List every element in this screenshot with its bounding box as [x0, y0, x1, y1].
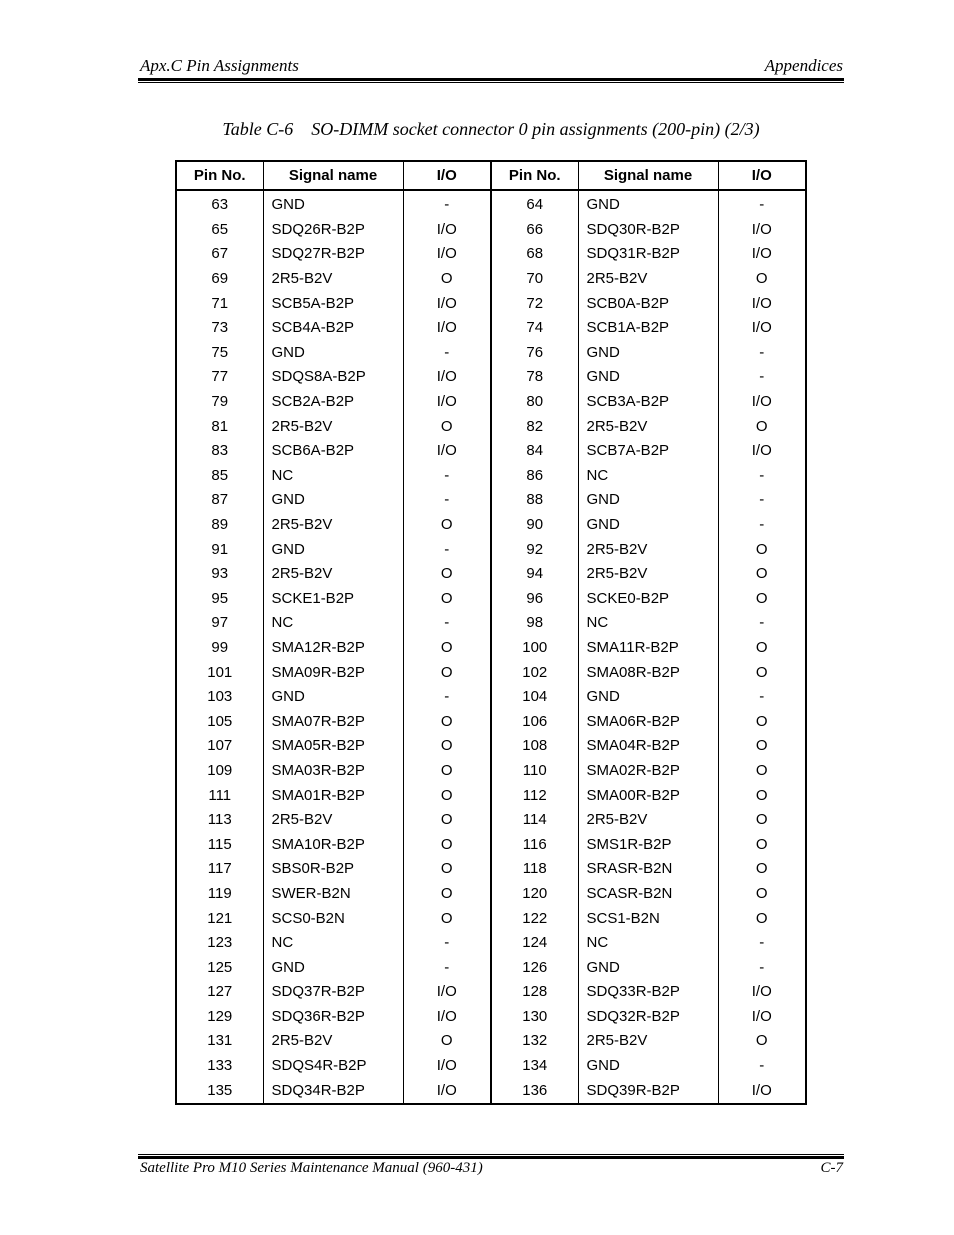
io-cell: -	[718, 190, 806, 218]
table-row	[176, 1054, 806, 1079]
pin-number-cell: 117	[176, 857, 263, 882]
signal-name-cell: GND	[578, 513, 718, 538]
table-row	[176, 1005, 806, 1030]
io-cell: -	[718, 341, 806, 366]
pin-number-cell: 83	[176, 439, 263, 464]
pin-number-cell: 108	[491, 734, 578, 759]
page-header	[140, 56, 843, 78]
footer-manual-title: Satellite Pro M10 Series Maintenance Manual (960-431)	[140, 1160, 483, 1176]
signal-name-cell: SCKE0-B2P	[578, 587, 718, 612]
pin-number-cell: 90	[491, 513, 578, 538]
signal-name-cell: 2R5-B2V	[578, 1029, 718, 1054]
column-header: Pin No.	[176, 161, 263, 190]
signal-name-cell: 2R5-B2V	[578, 537, 718, 562]
table-row	[176, 316, 806, 341]
pin-number-cell: 107	[176, 734, 263, 759]
table-row	[176, 365, 806, 390]
io-cell: -	[718, 611, 806, 636]
pin-number-cell: 89	[176, 513, 263, 538]
signal-name-cell: SCASR-B2N	[578, 882, 718, 907]
pin-number-cell: 80	[491, 390, 578, 415]
signal-name-cell: GND	[578, 685, 718, 710]
pin-number-cell: 85	[176, 464, 263, 489]
pin-number-cell: 103	[176, 685, 263, 710]
io-cell: I/O	[718, 980, 806, 1005]
signal-name-cell: 2R5-B2V	[578, 414, 718, 439]
column-header: Pin No.	[491, 161, 578, 190]
signal-name-cell: SCB4A-B2P	[263, 316, 403, 341]
signal-name-cell: NC	[578, 464, 718, 489]
pin-number-cell: 64	[491, 190, 578, 218]
signal-name-cell: SDQ39R-B2P	[578, 1078, 718, 1104]
signal-name-cell: SCB2A-B2P	[263, 390, 403, 415]
pin-number-cell: 63	[176, 190, 263, 218]
io-cell: O	[403, 587, 491, 612]
pin-number-cell: 78	[491, 365, 578, 390]
signal-name-cell: SCS1-B2N	[578, 906, 718, 931]
pin-number-cell: 77	[176, 365, 263, 390]
io-cell: O	[403, 660, 491, 685]
signal-name-cell: SDQ26R-B2P	[263, 218, 403, 243]
pin-number-cell: 133	[176, 1054, 263, 1079]
pin-number-cell: 99	[176, 636, 263, 661]
signal-name-cell: GND	[578, 955, 718, 980]
table-row	[176, 291, 806, 316]
table-caption: Table C-6 SO-DIMM socket connector 0 pin assignments (200-pin) (2/3)	[222, 119, 760, 139]
io-cell: -	[403, 341, 491, 366]
signal-name-cell: NC	[263, 931, 403, 956]
signal-name-cell: GND	[578, 190, 718, 218]
table-row	[176, 857, 806, 882]
signal-name-cell: SMA04R-B2P	[578, 734, 718, 759]
pin-number-cell: 72	[491, 291, 578, 316]
pin-number-cell: 123	[176, 931, 263, 956]
table-row	[176, 242, 806, 267]
signal-name-cell: SMA08R-B2P	[578, 660, 718, 685]
signal-name-cell: SMA09R-B2P	[263, 660, 403, 685]
io-cell: O	[403, 636, 491, 661]
pin-number-cell: 100	[491, 636, 578, 661]
signal-name-cell: GND	[578, 1054, 718, 1079]
pin-number-cell: 128	[491, 980, 578, 1005]
signal-name-cell: SDQ32R-B2P	[578, 1005, 718, 1030]
pin-number-cell: 91	[176, 537, 263, 562]
pin-number-cell: 124	[491, 931, 578, 956]
table-row	[176, 587, 806, 612]
io-cell: -	[403, 537, 491, 562]
footer-page-number: C-7	[820, 1160, 843, 1176]
signal-name-cell: SCB3A-B2P	[578, 390, 718, 415]
io-cell: I/O	[403, 365, 491, 390]
table-row	[176, 709, 806, 734]
io-cell: O	[718, 882, 806, 907]
io-cell: -	[718, 488, 806, 513]
pin-number-cell: 76	[491, 341, 578, 366]
signal-name-cell: NC	[263, 611, 403, 636]
io-cell: O	[718, 1029, 806, 1054]
pin-number-cell: 130	[491, 1005, 578, 1030]
signal-name-cell: NC	[578, 931, 718, 956]
column-header: Signal name	[263, 161, 403, 190]
table-row	[176, 267, 806, 292]
pin-number-cell: 67	[176, 242, 263, 267]
signal-name-cell: GND	[263, 537, 403, 562]
pin-number-cell: 66	[491, 218, 578, 243]
io-cell: O	[403, 709, 491, 734]
signal-name-cell: SWER-B2N	[263, 882, 403, 907]
io-cell: I/O	[403, 1078, 491, 1104]
signal-name-cell: GND	[578, 365, 718, 390]
pin-number-cell: 75	[176, 341, 263, 366]
table-row	[176, 1029, 806, 1054]
pin-number-cell: 118	[491, 857, 578, 882]
pin-number-cell: 126	[491, 955, 578, 980]
io-cell: O	[403, 414, 491, 439]
pin-number-cell: 131	[176, 1029, 263, 1054]
pin-number-cell: 65	[176, 218, 263, 243]
signal-name-cell: GND	[263, 190, 403, 218]
table-row	[176, 537, 806, 562]
signal-name-cell: SDQ36R-B2P	[263, 1005, 403, 1030]
pin-number-cell: 70	[491, 267, 578, 292]
table-row	[176, 414, 806, 439]
pin-number-cell: 97	[176, 611, 263, 636]
column-header: Signal name	[578, 161, 718, 190]
io-cell: -	[718, 365, 806, 390]
signal-name-cell: 2R5-B2V	[578, 267, 718, 292]
io-cell: -	[718, 513, 806, 538]
io-cell: I/O	[718, 291, 806, 316]
header-section-title: Apx.C Pin Assignments	[140, 56, 299, 75]
table-row	[176, 759, 806, 784]
signal-name-cell: SMA00R-B2P	[578, 783, 718, 808]
pin-number-cell: 135	[176, 1078, 263, 1104]
signal-name-cell: SMA11R-B2P	[578, 636, 718, 661]
signal-name-cell: SMA02R-B2P	[578, 759, 718, 784]
io-cell: I/O	[403, 980, 491, 1005]
io-cell: O	[718, 587, 806, 612]
pin-number-cell: 113	[176, 808, 263, 833]
io-cell: O	[718, 759, 806, 784]
table-row	[176, 341, 806, 366]
column-header: I/O	[403, 161, 491, 190]
table-body	[176, 190, 806, 1104]
io-cell: O	[403, 734, 491, 759]
signal-name-cell: SDQ31R-B2P	[578, 242, 718, 267]
pin-number-cell: 73	[176, 316, 263, 341]
signal-name-cell: NC	[263, 464, 403, 489]
pin-number-cell: 68	[491, 242, 578, 267]
pin-number-cell: 102	[491, 660, 578, 685]
io-cell: O	[403, 759, 491, 784]
pin-number-cell: 87	[176, 488, 263, 513]
io-cell: O	[718, 537, 806, 562]
pin-number-cell: 112	[491, 783, 578, 808]
pin-number-cell: 119	[176, 882, 263, 907]
table-row	[176, 931, 806, 956]
table-row	[176, 464, 806, 489]
pin-number-cell: 120	[491, 882, 578, 907]
table-row	[176, 980, 806, 1005]
io-cell: O	[718, 636, 806, 661]
signal-name-cell: SDQ33R-B2P	[578, 980, 718, 1005]
pin-number-cell: 122	[491, 906, 578, 931]
signal-name-cell: GND	[263, 488, 403, 513]
table-row	[176, 1078, 806, 1104]
io-cell: O	[718, 857, 806, 882]
pin-number-cell: 86	[491, 464, 578, 489]
table-row	[176, 488, 806, 513]
io-cell: O	[718, 906, 806, 931]
pin-number-cell: 116	[491, 832, 578, 857]
table-row	[176, 906, 806, 931]
signal-name-cell: NC	[578, 611, 718, 636]
page-footer	[140, 1160, 843, 1180]
io-cell: -	[718, 955, 806, 980]
io-cell: I/O	[718, 316, 806, 341]
signal-name-cell: 2R5-B2V	[263, 267, 403, 292]
signal-name-cell: SMA12R-B2P	[263, 636, 403, 661]
table-row	[176, 955, 806, 980]
io-cell: -	[718, 685, 806, 710]
io-cell: -	[403, 955, 491, 980]
io-cell: O	[403, 783, 491, 808]
io-cell: O	[718, 808, 806, 833]
pin-number-cell: 129	[176, 1005, 263, 1030]
table-row	[176, 218, 806, 243]
io-cell: O	[718, 709, 806, 734]
header-chapter-title: Appendices	[764, 56, 843, 75]
table-row	[176, 611, 806, 636]
table-row	[176, 685, 806, 710]
io-cell: I/O	[403, 439, 491, 464]
footer-divider	[138, 1154, 844, 1159]
io-cell: I/O	[718, 242, 806, 267]
signal-name-cell: SDQS8A-B2P	[263, 365, 403, 390]
pin-number-cell: 134	[491, 1054, 578, 1079]
signal-name-cell: 2R5-B2V	[263, 808, 403, 833]
pin-number-cell: 110	[491, 759, 578, 784]
pin-number-cell: 88	[491, 488, 578, 513]
pin-number-cell: 111	[176, 783, 263, 808]
io-cell: O	[718, 562, 806, 587]
pin-number-cell: 104	[491, 685, 578, 710]
signal-name-cell: GND	[263, 685, 403, 710]
signal-name-cell: SDQ30R-B2P	[578, 218, 718, 243]
io-cell: I/O	[403, 291, 491, 316]
pin-number-cell: 101	[176, 660, 263, 685]
io-cell: -	[403, 190, 491, 218]
io-cell: O	[718, 414, 806, 439]
column-header: I/O	[718, 161, 806, 190]
io-cell: -	[403, 685, 491, 710]
pin-number-cell: 109	[176, 759, 263, 784]
signal-name-cell: SMA05R-B2P	[263, 734, 403, 759]
io-cell: O	[718, 783, 806, 808]
signal-name-cell: SMA07R-B2P	[263, 709, 403, 734]
io-cell: O	[718, 734, 806, 759]
io-cell: I/O	[718, 439, 806, 464]
table-row	[176, 882, 806, 907]
io-cell: -	[718, 464, 806, 489]
io-cell: O	[403, 562, 491, 587]
table-row	[176, 832, 806, 857]
signal-name-cell: SDQ34R-B2P	[263, 1078, 403, 1104]
signal-name-cell: 2R5-B2V	[578, 808, 718, 833]
io-cell: O	[403, 832, 491, 857]
pin-number-cell: 132	[491, 1029, 578, 1054]
pin-number-cell: 98	[491, 611, 578, 636]
io-cell: I/O	[403, 390, 491, 415]
signal-name-cell: SMA06R-B2P	[578, 709, 718, 734]
io-cell: -	[403, 611, 491, 636]
io-cell: -	[403, 464, 491, 489]
pin-assignment-table	[175, 160, 807, 1105]
table-row	[176, 562, 806, 587]
table-row	[176, 808, 806, 833]
pin-number-cell: 115	[176, 832, 263, 857]
pin-number-cell: 114	[491, 808, 578, 833]
table-header-row	[176, 161, 806, 190]
signal-name-cell: 2R5-B2V	[263, 562, 403, 587]
io-cell: O	[403, 267, 491, 292]
io-cell: O	[718, 267, 806, 292]
table-row	[176, 439, 806, 464]
pin-number-cell: 95	[176, 587, 263, 612]
signal-name-cell: SCB1A-B2P	[578, 316, 718, 341]
pin-number-cell: 81	[176, 414, 263, 439]
header-divider	[138, 78, 844, 83]
signal-name-cell: SDQS4R-B2P	[263, 1054, 403, 1079]
pin-number-cell: 92	[491, 537, 578, 562]
table-row	[176, 660, 806, 685]
io-cell: O	[403, 1029, 491, 1054]
signal-name-cell: SRASR-B2N	[578, 857, 718, 882]
io-cell: I/O	[403, 1054, 491, 1079]
pin-number-cell: 105	[176, 709, 263, 734]
signal-name-cell: SMS1R-B2P	[578, 832, 718, 857]
pin-number-cell: 82	[491, 414, 578, 439]
signal-name-cell: SCB6A-B2P	[263, 439, 403, 464]
signal-name-cell: 2R5-B2V	[263, 513, 403, 538]
signal-name-cell: SMA10R-B2P	[263, 832, 403, 857]
signal-name-cell: SCKE1-B2P	[263, 587, 403, 612]
signal-name-cell: SMA01R-B2P	[263, 783, 403, 808]
table-row	[176, 783, 806, 808]
signal-name-cell: GND	[263, 341, 403, 366]
table-row	[176, 636, 806, 661]
pin-number-cell: 69	[176, 267, 263, 292]
signal-name-cell: GND	[578, 341, 718, 366]
table-row	[176, 734, 806, 759]
pin-number-cell: 71	[176, 291, 263, 316]
pin-number-cell: 93	[176, 562, 263, 587]
io-cell: I/O	[718, 390, 806, 415]
io-cell: I/O	[403, 316, 491, 341]
io-cell: O	[403, 906, 491, 931]
signal-name-cell: SCS0-B2N	[263, 906, 403, 931]
io-cell: -	[403, 931, 491, 956]
io-cell: O	[718, 660, 806, 685]
io-cell: O	[403, 857, 491, 882]
signal-name-cell: SCB5A-B2P	[263, 291, 403, 316]
table-row	[176, 513, 806, 538]
io-cell: O	[403, 513, 491, 538]
signal-name-cell: 2R5-B2V	[578, 562, 718, 587]
io-cell: O	[718, 832, 806, 857]
pin-number-cell: 127	[176, 980, 263, 1005]
pin-number-cell: 96	[491, 587, 578, 612]
pin-number-cell: 136	[491, 1078, 578, 1104]
signal-name-cell: SCB7A-B2P	[578, 439, 718, 464]
pin-number-cell: 94	[491, 562, 578, 587]
pin-number-cell: 121	[176, 906, 263, 931]
signal-name-cell: GND	[263, 955, 403, 980]
signal-name-cell: SMA03R-B2P	[263, 759, 403, 784]
signal-name-cell: 2R5-B2V	[263, 414, 403, 439]
signal-name-cell: 2R5-B2V	[263, 1029, 403, 1054]
pin-number-cell: 125	[176, 955, 263, 980]
signal-name-cell: SBS0R-B2P	[263, 857, 403, 882]
io-cell: I/O	[403, 242, 491, 267]
io-cell: -	[718, 931, 806, 956]
io-cell: O	[403, 882, 491, 907]
signal-name-cell: SCB0A-B2P	[578, 291, 718, 316]
io-cell: -	[403, 488, 491, 513]
pin-number-cell: 106	[491, 709, 578, 734]
signal-name-cell: SDQ27R-B2P	[263, 242, 403, 267]
table-row	[176, 190, 806, 218]
io-cell: I/O	[718, 1005, 806, 1030]
pin-number-cell: 74	[491, 316, 578, 341]
pin-number-cell: 79	[176, 390, 263, 415]
signal-name-cell: GND	[578, 488, 718, 513]
table-row	[176, 390, 806, 415]
signal-name-cell: SDQ37R-B2P	[263, 980, 403, 1005]
io-cell: I/O	[403, 218, 491, 243]
io-cell: I/O	[403, 1005, 491, 1030]
io-cell: -	[718, 1054, 806, 1079]
pin-number-cell: 84	[491, 439, 578, 464]
io-cell: I/O	[718, 218, 806, 243]
io-cell: I/O	[718, 1078, 806, 1104]
io-cell: O	[403, 808, 491, 833]
